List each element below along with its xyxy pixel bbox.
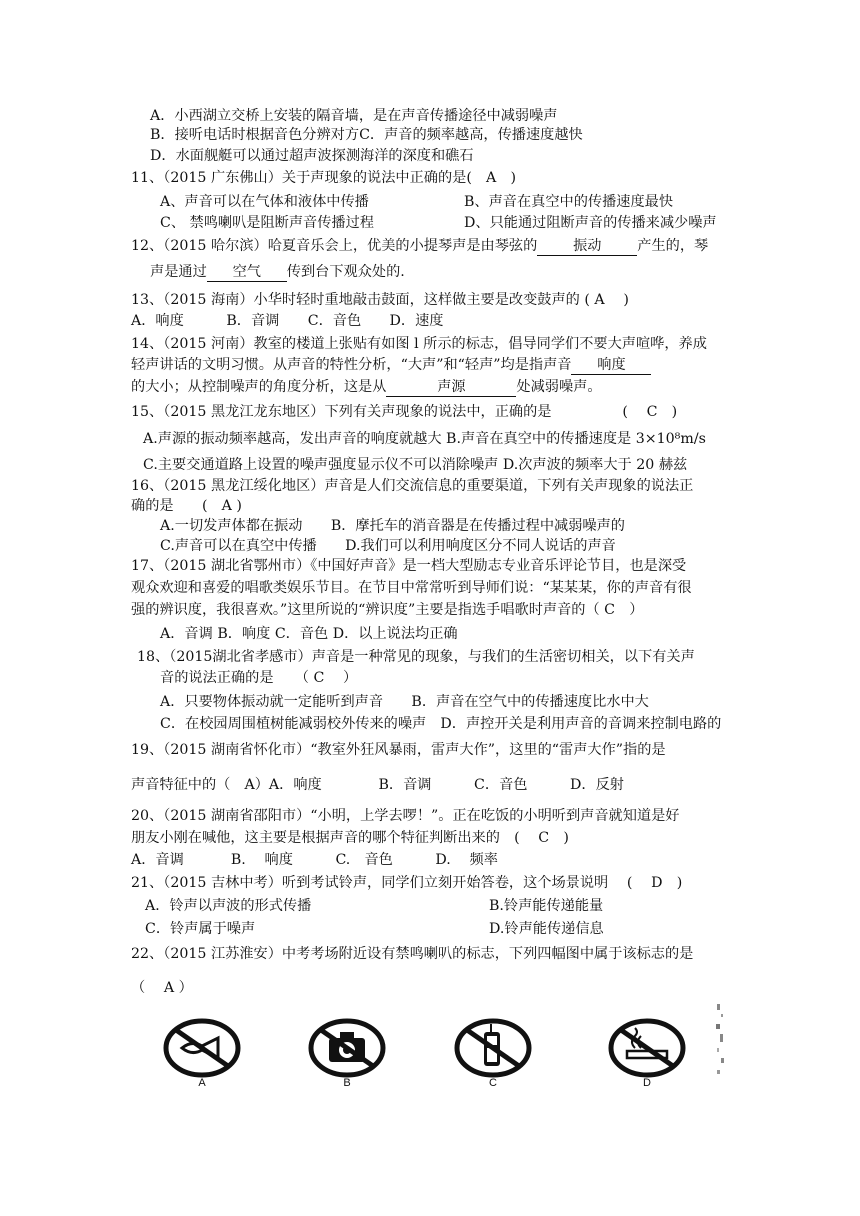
q17-line-2: 观众欢迎和喜爱的唱歌类娱乐节目。在节目中常常听到导师们说：“某某某，你的声音有很 [131, 580, 692, 596]
q17-line-1: 17、（2015 湖北省鄂州市）《中国好声音》是一档大型励志专业音乐评论节目，也是深受 [131, 558, 687, 574]
no-phone-icon [453, 1018, 533, 1078]
figure-label-c: C [489, 1077, 497, 1089]
q10-option-b: B．接听电话时根据音色分辨对方 [150, 127, 360, 143]
q14-text-4: 处减弱噪声。 [516, 379, 602, 395]
q18-options-ab: A．只要物体振动就一定能听到声音 B．声音在空气中的传播速度比水中大 [160, 694, 649, 710]
q21-option-b: B.铃声能传递能量 [489, 898, 604, 914]
q16-options-ab: A.一切发声体都在振动 B．摩托车的消音器是在传播过程中减弱噪声的 [160, 518, 625, 534]
q12-text-2: 产生的，琴 [637, 238, 709, 254]
figure-label-b: B [343, 1077, 351, 1089]
q20-line-2: 朋友小刚在喊他，这主要是根据声音的哪个特征判断出来的 ( C ) [131, 830, 569, 846]
q15-options-ab: A.声源的振动频率越高，发出声音的响度就越大 B.声音在真空中的传播速度是 3×10⁸m/s [143, 431, 706, 447]
q17-options: A．音调 B．响度 C．音色 D．以上说法均正确 [160, 626, 458, 642]
q18-line-2: 音的说法正确的是 （ C ） [160, 670, 358, 686]
q16-stem-2: 确的是 ( A ) [131, 498, 242, 514]
q16-stem-1: 16、（2015 黑龙江绥化地区）声音是人们交流信息的重要渠道，下列有关声现象的说法正 [131, 478, 694, 494]
q14-answer-1: 响度 [571, 356, 651, 375]
q21-option-a: A．铃声以声波的形式传播 [145, 898, 312, 914]
q22-line-1: 22、（2015 江苏淮安）中考考场附近设有禁鸣喇叭的标志，下列四幅图中属于该标志的是 [131, 946, 694, 962]
q14-text-2: 轻声讲话的文明习惯。从声音的特性分析，“大声”和“轻声”均是指声音 [131, 357, 572, 373]
q12-answer-1: 振动 [537, 237, 637, 256]
figure-label-d: D [643, 1077, 651, 1089]
q14-line-1: 14、（2015 河南）教室的楼道上张贴有如图 l 所示的标志，倡导同学们不要大声喧哗，养成 [131, 336, 707, 352]
q11-option-a: A、声音可以在气体和液体中传播 [160, 194, 369, 210]
no-smoking-icon [607, 1018, 687, 1078]
q10-options-bc [150, 125, 583, 145]
q10-option-d: D．水面舰艇可以通过超声波探测海洋的深度和礁石 [150, 148, 474, 164]
q17-line-3: 强的辨识度，我很喜欢。”这里所说的“辨识度”主要是指选手唱歌时声音的（ C ） [131, 602, 644, 618]
q20-line-1: 20、（2015 湖南省邵阳市）“小明，上学去啰！”。正在吃饭的小明听到声音就知道是好 [131, 808, 680, 824]
q13-options: A．响度 B．音调 C．音色 D．速度 [131, 313, 444, 329]
no-camera-icon [307, 1018, 387, 1078]
q21-option-c: C．铃声属于噪声 [145, 921, 256, 937]
q19-line-2: 声音特征中的（ A）A．响度 B．音调 C．音色 D．反射 [131, 777, 624, 793]
q13-stem: 13、（2015 海南）小华时轻时重地敲击鼓面，这样做主要是改变鼓声的 ( A ) [131, 292, 629, 308]
q19-line-1: 19、（2015 湖南省怀化市）“教室外狂风暴雨，雷声大作”，这里的“雷声大作”指的是 [131, 742, 666, 758]
q14-answer-2: 声源 [386, 378, 516, 397]
q12-answer-2: 空气 [207, 263, 287, 282]
q12-line-2 [150, 262, 405, 282]
q10-option-c: C．声音的频率越高，传播速度越快 [359, 127, 583, 143]
q14-line-3 [131, 377, 602, 397]
q15-stem: 15、（2015 黑龙江龙东地区）下列有关声现象的说法中，正确的是 ( C ) [131, 404, 678, 420]
q16-options-cd: C.声音可以在真空中传播 D.我们可以利用响度区分不同人说话的声音 [160, 538, 616, 554]
q12-text-1: 12、（2015 哈尔滨）哈夏音乐会上，优美的小提琴声是由琴弦的 [131, 238, 538, 254]
scan-noise [712, 1000, 732, 1080]
q21-option-d: D.铃声能传递信息 [489, 921, 604, 937]
q21-stem: 21、（2015 吉林中考）听到考试铃声，同学们立刻开始答卷，这个场景说明 ( D ) [131, 875, 683, 891]
q20-options: A．音调 B. 响度 C. 音色 D. 频率 [131, 852, 498, 868]
q15-options-cd: C.主要交通道路上设置的噪声强度显示仪不可以消除噪声 D.次声波的频率大于 20 赫兹 [143, 457, 688, 473]
q11-stem: 11、（2015 广东佛山）关于声现象的说法中正确的是( A ) [131, 170, 517, 186]
q14-line-2 [131, 355, 651, 375]
q18-line-1: 18、（2015湖北省孝感市）声音是一种常见的现象，与我们的生活密切相关，以下有关声 [137, 649, 695, 665]
q12-text-3: 声是通过 [150, 264, 207, 280]
q11-option-b: B、声音在真空中的传播速度最快 [464, 194, 674, 210]
q12-line-1 [131, 236, 708, 256]
figure-label-a: A [198, 1077, 206, 1089]
q11-option-c: C、 禁鸣喇叭是阻断声音传播过程 [160, 215, 374, 231]
q22-line-2: （ A ） [131, 980, 193, 996]
no-horn-icon [162, 1018, 242, 1078]
q12-text-4: 传到台下观众处的. [286, 264, 405, 280]
q11-option-d: D、只能通过阻断声音的传播来减少噪声 [464, 215, 717, 231]
q18-options-cd: C．在校园周围植树能减弱校外传来的噪声 D．声控开关是利用声音的音调来控制电路的 [160, 716, 722, 732]
q14-text-3: 的大小；从控制噪声的角度分析，这是从 [131, 379, 387, 395]
q10-option-a: A．小西湖立交桥上安装的隔音墙，是在声音传播途径中减弱噪声 [150, 108, 558, 124]
